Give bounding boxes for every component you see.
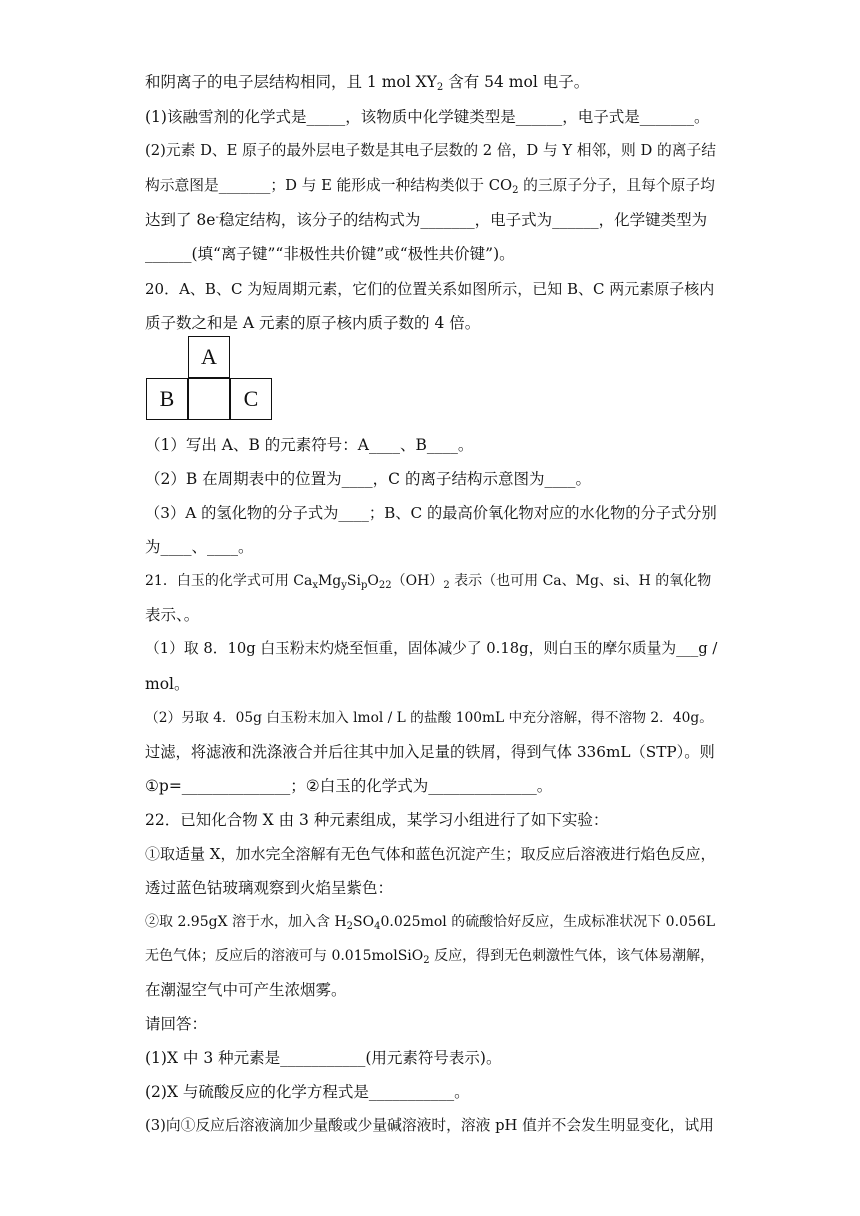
- question-22-stem: 22．已知化合物 X 由 3 种元素组成，某学习小组进行了如下实验：: [145, 811, 609, 829]
- text-line: 表示、。: [145, 606, 200, 624]
- text-line: 无色气体；反应后的溶液可与 0.015molSiO$_2$ 反应，得到无色刺激性气体，该气体易潮解，: [145, 948, 715, 966]
- text-line: (1)该融雪剂的化学式是_____，该物质中化学键类型是______，电子式是_______。: [145, 108, 710, 126]
- text-line: (3)向①反应后溶液滴加少量酸或少量碱溶液时，溶液 pH 值并不会发生明显变化，试用: [145, 1117, 714, 1134]
- text-line: （2）B 在周期表中的位置为____，C 的离子结构示意图为____。: [145, 470, 591, 488]
- text-line: （1）取 8．10g 白玉粉末灼烧至恒重，固体减少了 0.18g，则白玉的摩尔质量为___g /: [145, 640, 718, 657]
- text-line: 为____、____。: [145, 538, 254, 556]
- text-line: (2)元素 D、E 原子的最外层电子数是其电子层数的 2 倍，D 与 Y 相邻，则 D 的离子结: [145, 142, 716, 159]
- periodic-position-figure: [146, 336, 274, 422]
- text-line: 质子数之和是 A 元素的原子核内质子数的 4 倍。: [145, 314, 481, 332]
- text-line: 过滤，将滤液和洗涤液合并后往其中加入足量的铁屑，得到气体 336mL（STP）。则: [145, 743, 715, 761]
- text-line: 在潮湿空气中可产生浓烟雾。: [145, 981, 347, 999]
- text-line: （2）另取 4．05g 白玉粉末加入 lmol / L 的盐酸 100mL 中充分溶解，得不溶物 2．40g。: [145, 710, 713, 726]
- text-line: 请回答：: [145, 1015, 208, 1033]
- text-line: 和阴离子的电子层结构相同，且 1 mol $XY_2$ 含有 54 mol 电子。: [145, 73, 590, 93]
- cell-empty: [188, 378, 230, 420]
- cell-a: A: [188, 336, 230, 378]
- text-line: 透过蓝色钴玻璃观察到火焰呈紫色：: [145, 879, 394, 897]
- text-line: （3）A 的氢化物的分子式为____；B、C 的最高价氧化物对应的水化物的分子式分别: [145, 504, 717, 522]
- text-line: (2)X 与硫酸反应的化学方程式是___________。: [145, 1083, 470, 1101]
- text-line: (1)X 中 3 种元素是___________(用元素符号表示)。: [145, 1049, 502, 1067]
- text-line: mol。: [145, 675, 190, 693]
- text-line: 达到了 8e-稳定结构，该分子的结构式为_______，电子式为______，化学键类型为: [145, 211, 708, 229]
- cell-c: C: [230, 378, 272, 420]
- text-line: ①取适量 X，加水完全溶解有无色气体和蓝色沉淀产生；取反应后溶液进行焰色反应，: [145, 845, 716, 863]
- question-20-stem: 20．A、B、C 为短周期元素，它们的位置关系如图所示，已知 B、C 两元素原子核内: [145, 280, 715, 298]
- text-line: （1）写出 A、B 的元素符号：A____、B____。: [145, 436, 474, 454]
- text-line: ①p=______________；②白玉的化学式为______________。: [145, 777, 553, 795]
- text-line: ②取 2.95gX 溶于水，加入含 $H_2SO_40.025mol$ 的硫酸恰好反应，生成标准状况下 0.056L: [145, 914, 716, 932]
- text-line: ______(填“离子键”“非极性共价键”或“极性共价键”)。: [145, 245, 515, 263]
- text-line: 构示意图是_______；D 与 E 能形成一种结构类似于 $CO_2$ 的三原子分子，且每个原子均: [145, 177, 715, 196]
- question-21-stem: 21．白玉的化学式可用 $Ca_xMg_ySi_pO_{22}(OH)_2$ 表示（也可用 Ca、Mg、si、H 的氧化物: [145, 573, 712, 591]
- cell-b: B: [146, 378, 188, 420]
